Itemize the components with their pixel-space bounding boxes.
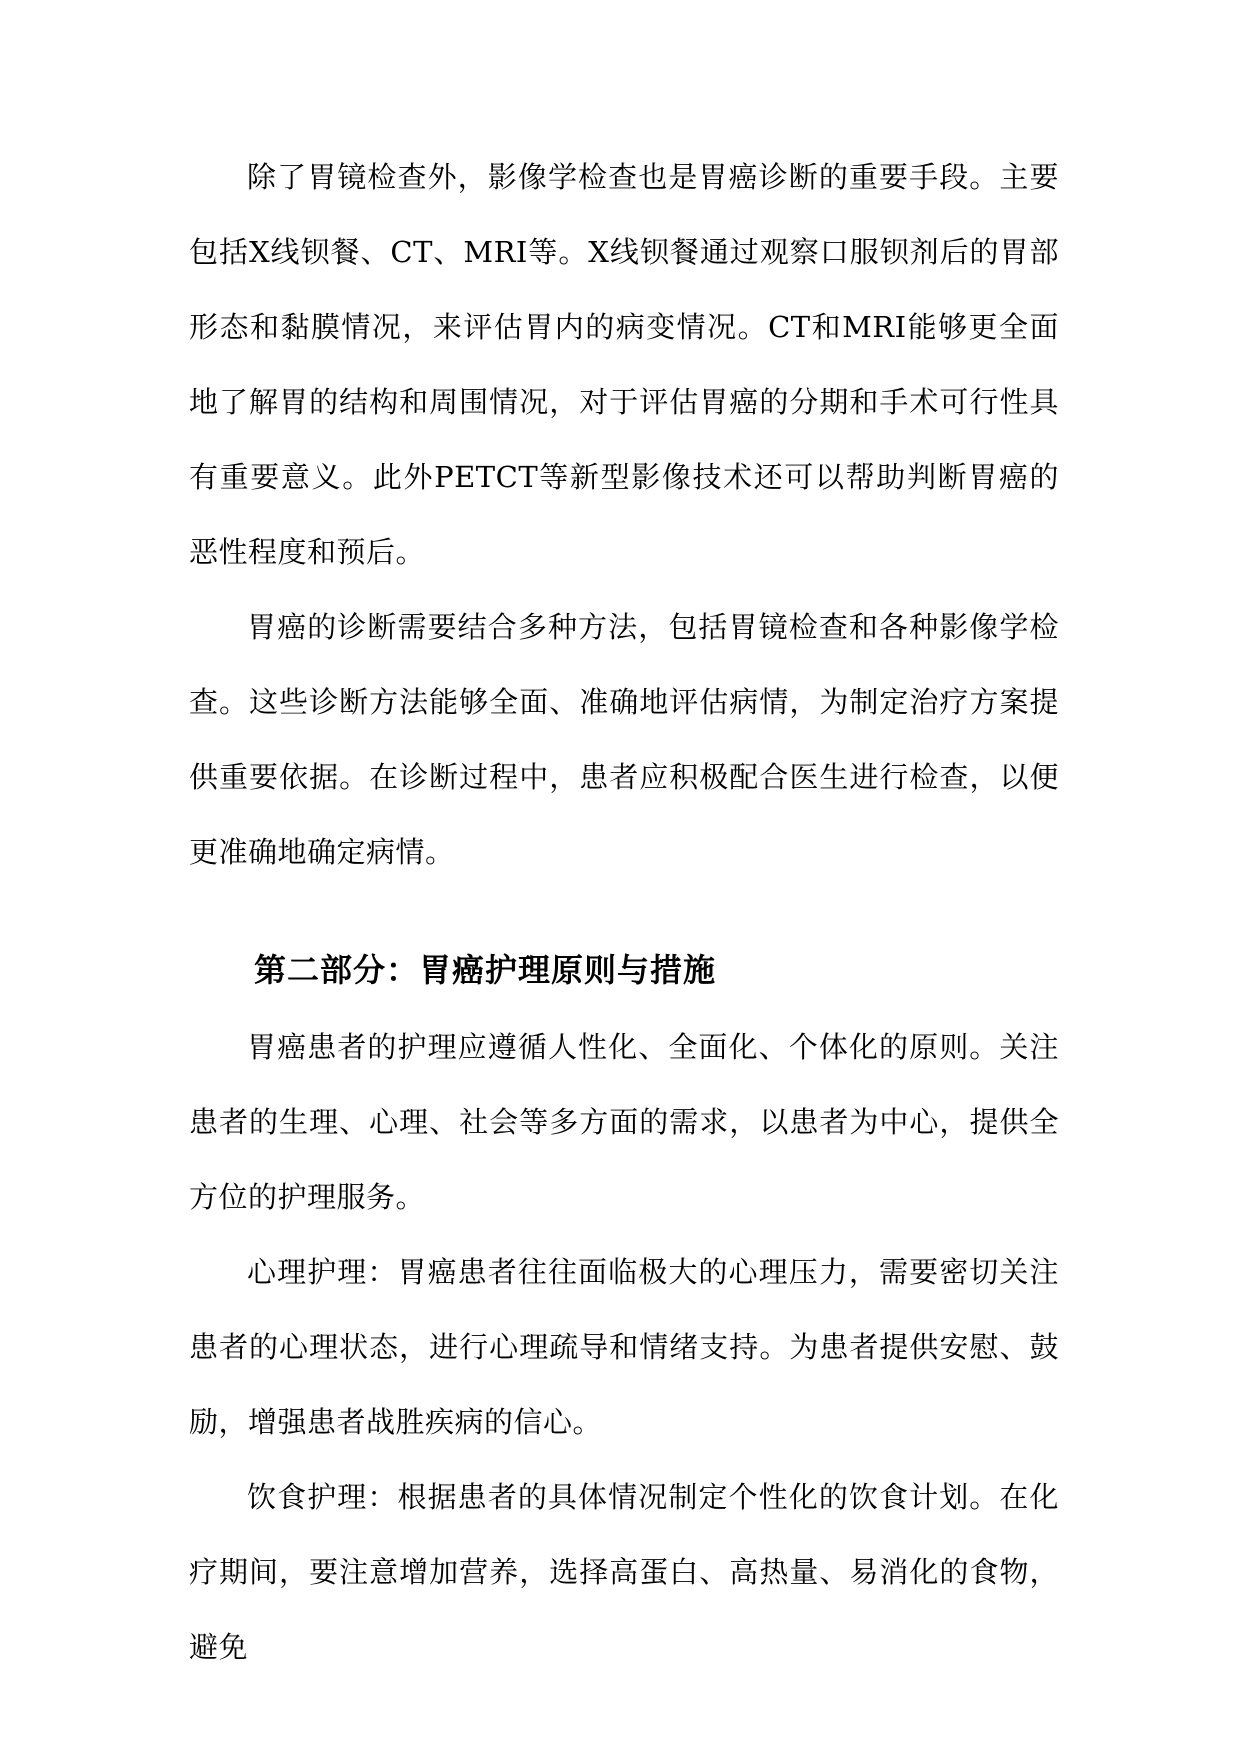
paragraph-psychological-care: 心理护理：胃癌患者往往面临极大的心理压力，需要密切关注患者的心理状态，进行心理疏导和情绪支持。为患者提供安慰、鼓励，增强患者战胜疾病的信心。 — [189, 1255, 1059, 1439]
paragraph-imaging-exams: 除了胃镜检查外，影像学检查也是胃癌诊断的重要手段。主要包括X线钡餐、CT、MRI等。X线钡餐通过观察口服钡剂后的胃部形态和黏膜情况，来评估胃内的病变情况。CT和MRI能够更全面地了解胃的结构和周围情况，对于评估胃癌的分期和手术可行性具有重要意义。此外PETCT等新型影像技术还可以帮助判断胃癌的恶性程度和预后。 — [189, 160, 1059, 569]
section-heading: 第二部分：胃癌护理原则与措施 — [254, 951, 717, 989]
paragraph-diagnosis-summary: 胃癌的诊断需要结合多种方法，包括胃镜检查和各种影像学检查。这些诊断方法能够全面、准确地评估病情，为制定治疗方案提供重要依据。在诊断过程中，患者应积极配合医生进行检查，以便更准确地确定病情。 — [189, 610, 1059, 869]
paragraph-care-principles: 胃癌患者的护理应遵循人性化、全面化、个体化的原则。关注患者的生理、心理、社会等多方面的需求，以患者为中心，提供全方位的护理服务。 — [189, 1030, 1059, 1214]
paragraph-diet-care: 饮食护理：根据患者的具体情况制定个性化的饮食计划。在化疗期间，要注意增加营养，选择高蛋白、高热量、易消化的食物，避免 — [189, 1480, 1059, 1664]
document-body — [189, 140, 1059, 1685]
